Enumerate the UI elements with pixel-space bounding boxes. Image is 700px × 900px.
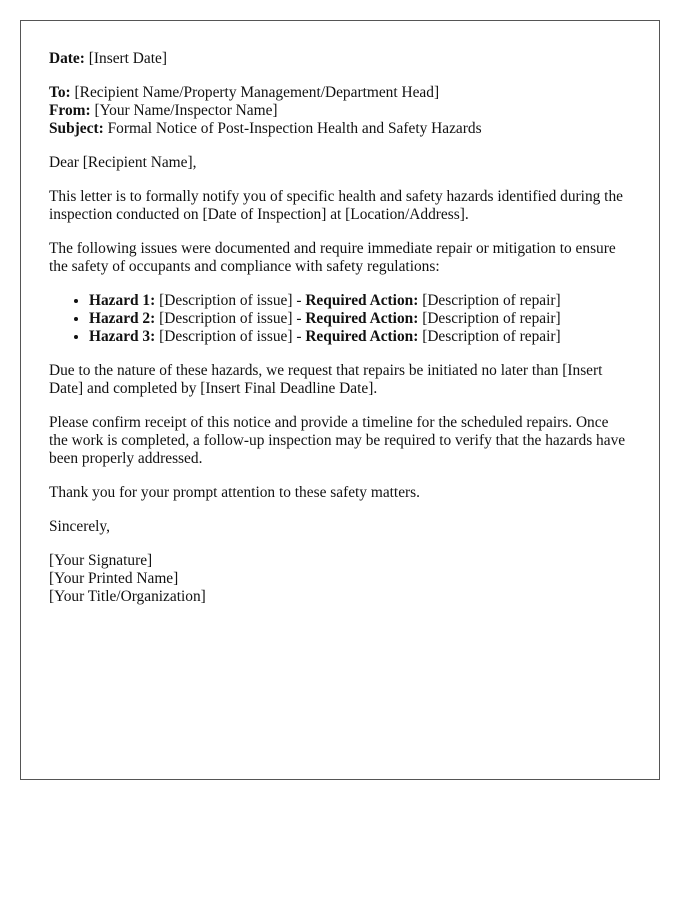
date-block (49, 50, 631, 68)
hazard-action: [Description of repair] (422, 328, 561, 345)
deadline-paragraph: Due to the nature of these hazards, we request that repairs be initiated no later than [Insert Date] and completed by [Insert Final Deadline Date]. (49, 362, 603, 397)
hazard-list (49, 292, 631, 346)
date-value: [Insert Date] (88, 50, 167, 67)
valediction: Sincerely, (49, 518, 110, 535)
hazard-action: [Description of repair] (422, 292, 561, 309)
signature-line: [Your Signature] (49, 552, 153, 569)
letter-document (20, 20, 660, 780)
hazard-label: Hazard 2: (89, 310, 156, 327)
subject-line (49, 120, 631, 138)
to-line (49, 84, 631, 102)
printed-name-line: [Your Printed Name] (49, 570, 179, 587)
issues-paragraph: The following issues were documented and require immediate repair or mitigation to ensure the safety of occupants and compliance with safety regulations: (49, 240, 616, 275)
signature-block (49, 552, 631, 606)
to-label: To: (49, 84, 71, 101)
date-line (49, 50, 631, 68)
list-item (89, 310, 631, 328)
hazard-issue: [Description of issue] - (159, 292, 302, 309)
salutation: Dear [Recipient Name], (49, 154, 197, 171)
subject-value: Formal Notice of Post-Inspection Health and Safety Hazards (107, 120, 482, 137)
from-label: From: (49, 102, 91, 119)
list-item (89, 328, 631, 346)
required-action-label: Required Action: (305, 292, 419, 309)
to-value: [Recipient Name/Property Management/Department Head] (74, 84, 440, 101)
from-line (49, 102, 631, 120)
confirm-paragraph: Please confirm receipt of this notice and provide a timeline for the scheduled repairs. Once the work is completed, a follow-up inspection may be required to verify that the hazards have been properly addressed. (49, 414, 626, 467)
address-block (49, 84, 631, 138)
required-action-label: Required Action: (305, 328, 419, 345)
list-item (89, 292, 631, 310)
thanks-paragraph: Thank you for your prompt attention to these safety matters. (49, 484, 420, 501)
hazard-issue: [Description of issue] - (159, 310, 302, 327)
required-action-label: Required Action: (305, 310, 419, 327)
hazard-label: Hazard 3: (89, 328, 156, 345)
hazard-issue: [Description of issue] - (159, 328, 302, 345)
title-org-line: [Your Title/Organization] (49, 588, 206, 605)
date-label: Date: (49, 50, 85, 67)
intro-paragraph: This letter is to formally notify you of specific health and safety hazards identified during the inspection conducted on [Date of Inspection] at [Location/Address]. (49, 188, 623, 223)
subject-label: Subject: (49, 120, 104, 137)
from-value: [Your Name/Inspector Name] (94, 102, 278, 119)
hazard-label: Hazard 1: (89, 292, 156, 309)
hazard-action: [Description of repair] (422, 310, 561, 327)
